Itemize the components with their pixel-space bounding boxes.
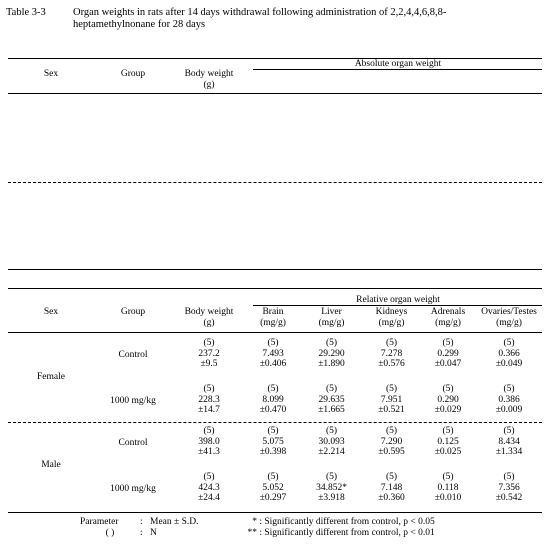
sample-size: (5) <box>442 338 454 348</box>
sd-value: ±2.214 <box>318 447 345 457</box>
sample-size: (5) <box>203 338 215 348</box>
organ-weight-cell <box>476 472 542 504</box>
sd-value: ±41.3 <box>198 447 220 457</box>
organ-weight-cell <box>246 338 300 370</box>
mean-value: 8.099 <box>262 394 284 405</box>
header-body-weight: Body weight <box>184 69 234 79</box>
header-group: Group <box>120 307 146 317</box>
mean-value: 0.386 <box>498 394 520 405</box>
mean-value: 34.852* <box>316 482 347 493</box>
organ-weight-cell <box>246 472 300 504</box>
organ-unit: (mg/g) <box>260 318 286 328</box>
absolute-title: Absolute organ weight <box>354 59 442 69</box>
table-top-rule <box>8 288 542 289</box>
organ-weight-cell <box>420 472 476 504</box>
footnote-parameter-label: Parameter <box>80 517 119 527</box>
sample-size: (5) <box>442 384 454 394</box>
sample-size: (5) <box>267 384 279 394</box>
header-sex: Sex <box>43 69 59 79</box>
header-rule <box>8 332 542 333</box>
mean-value: 0.125 <box>437 436 459 447</box>
body-weight-cell <box>173 426 245 458</box>
mean-value: 7.951 <box>380 394 403 405</box>
header-body-weight: Body weight <box>184 307 234 317</box>
mean-value: 8.434 <box>498 436 520 447</box>
sample-size: (5) <box>442 472 454 482</box>
organ-weight-cell <box>363 384 420 416</box>
footnote-n-value: N <box>150 528 157 538</box>
mean-value: 0.366 <box>498 348 520 359</box>
sd-value: ±0.595 <box>378 447 405 457</box>
mean-value: 7.148 <box>380 482 403 493</box>
sample-size: (5) <box>203 384 215 394</box>
sd-value: ±0.297 <box>259 493 287 503</box>
organ-weight-cell <box>363 426 420 458</box>
sd-value: ±0.029 <box>434 405 462 415</box>
sd-value: ±0.025 <box>434 447 462 457</box>
organ-header-brain: Brain <box>262 307 284 317</box>
sd-value: ±3.918 <box>318 493 345 503</box>
sample-size: (5) <box>385 472 398 482</box>
group-label: 1000 mg/kg <box>110 396 156 406</box>
footnote-text-1: Significantly different from control, p < 0.05 <box>264 517 435 527</box>
table-footnotes: Parameter : Mean ± S.D. * : Significantly different from control, p < 0.05 ( ) : N ** : Significantly different from control, p < 0.01 <box>80 517 435 538</box>
mean-value: 5.075 <box>262 436 284 447</box>
mean-value: 0.118 <box>437 482 459 493</box>
organ-weight-cell <box>420 384 476 416</box>
table-number: Table 3-3 <box>6 7 46 18</box>
sex-label-female: Female <box>37 372 65 382</box>
sd-value: ±1.890 <box>318 359 345 369</box>
mean-value: 7.290 <box>380 436 403 447</box>
sample-size: (5) <box>503 426 515 436</box>
sample-size: (5) <box>385 426 398 436</box>
sd-value: ±1.334 <box>495 447 523 457</box>
sd-value: ±0.398 <box>259 447 287 457</box>
sd-value: ±14.7 <box>198 405 220 415</box>
absolute-organ-weight-table <box>8 58 542 270</box>
table-row <box>8 426 542 460</box>
sample-size: (5) <box>325 472 338 482</box>
group-label: Control <box>118 350 148 360</box>
sd-value: ±0.521 <box>378 405 405 415</box>
organ-weight-cell <box>300 338 363 370</box>
sample-size: (5) <box>203 472 215 482</box>
sample-size: (5) <box>325 384 338 394</box>
sex-divider <box>8 422 542 423</box>
organ-weight-cell <box>476 426 542 458</box>
sample-size: (5) <box>385 384 398 394</box>
sd-value: ±0.406 <box>259 359 287 369</box>
sample-size: (5) <box>442 426 454 436</box>
body-weight-cell <box>173 338 245 370</box>
sample-size: (5) <box>325 338 338 348</box>
table-row <box>8 338 542 372</box>
footnote-text-2: Significantly different from control, p < 0.01 <box>264 528 435 538</box>
organ-unit: (mg/g) <box>435 318 461 328</box>
sd-value: ±1.665 <box>318 405 345 415</box>
table-row <box>8 384 542 418</box>
sd-value: ±0.010 <box>434 493 462 503</box>
header-group: Group <box>120 69 146 79</box>
sd-value: ±0.542 <box>495 493 523 503</box>
sd-value: ±0.360 <box>378 493 405 503</box>
header-body-weight-unit: (g) <box>203 318 215 328</box>
sd-value: ±0.049 <box>495 359 523 369</box>
absolute-title-rule <box>253 69 542 70</box>
organ-weight-cell <box>476 384 542 416</box>
sample-size: (5) <box>267 472 279 482</box>
body-weight-cell <box>173 384 245 416</box>
organ-weight-cell <box>300 472 363 504</box>
mean-value: 29.290 <box>318 348 345 359</box>
footnote-mark-2: ** : <box>247 528 262 538</box>
mean-value: 237.2 <box>198 348 220 359</box>
organ-weight-cell <box>476 338 542 370</box>
header-body-weight-unit: (g) <box>203 80 215 90</box>
sample-size: (5) <box>503 384 515 394</box>
mean-value: 7.356 <box>498 482 520 493</box>
caption-line-1: Organ weights in rats after 14 days withdrawal following administration of 2,2,4,4,6,8,8- <box>73 7 447 18</box>
header-rule <box>8 93 542 94</box>
organ-header-kidneys: Kidneys <box>375 307 408 317</box>
sd-value: ±0.009 <box>495 405 523 415</box>
organ-weight-cell <box>363 472 420 504</box>
footnote-n-label: ( ) <box>105 528 115 538</box>
sample-size: (5) <box>267 338 279 348</box>
relative-title: Relative organ weight <box>356 295 440 305</box>
organ-weight-cell <box>246 426 300 458</box>
sd-value: ±0.576 <box>378 359 405 369</box>
mean-value: 30.093 <box>318 436 345 447</box>
organ-header-adrenals: Adrenals <box>430 307 466 317</box>
sd-value: ±9.5 <box>200 359 218 369</box>
relative-organ-weight-table <box>8 288 542 512</box>
sample-size: (5) <box>267 426 279 436</box>
mean-value: 228.3 <box>198 394 220 405</box>
table-row <box>8 472 542 506</box>
body-weight-cell <box>173 472 245 504</box>
sex-label-male: Male <box>41 460 61 470</box>
organ-weight-cell <box>300 384 363 416</box>
sd-value: ±0.470 <box>259 405 287 415</box>
footnote-mark-1: * : <box>252 517 262 527</box>
table-top-rule <box>8 58 542 59</box>
caption-line-2: heptamethylnonane for 28 days <box>73 19 206 30</box>
mean-value: 0.299 <box>437 348 459 359</box>
mean-value: 29.635 <box>318 394 345 405</box>
sd-value: ±24.4 <box>198 493 220 503</box>
organ-header-liver: Liver <box>321 307 342 317</box>
organ-weight-cell <box>246 384 300 416</box>
sample-size: (5) <box>385 338 398 348</box>
table-bottom-rule <box>8 512 542 513</box>
group-label: Control <box>118 438 148 448</box>
organ-weight-cell <box>420 338 476 370</box>
header-sex: Sex <box>43 307 59 317</box>
mean-value: 424.3 <box>198 482 220 493</box>
group-label: 1000 mg/kg <box>110 484 156 494</box>
organ-unit: (mg/g) <box>318 318 345 328</box>
table-caption <box>6 7 546 31</box>
organ-weight-cell <box>300 426 363 458</box>
mean-value: 7.493 <box>262 348 284 359</box>
mean-value: 398.0 <box>198 436 220 447</box>
organ-weight-cell <box>363 338 420 370</box>
mean-value: 7.278 <box>380 348 403 359</box>
sd-value: ±0.047 <box>434 359 462 369</box>
relative-title-rule <box>253 305 542 306</box>
sample-size: (5) <box>325 426 338 436</box>
sample-size: (5) <box>203 426 215 436</box>
organ-unit: (mg/g) <box>496 318 522 328</box>
sex-divider <box>8 182 542 183</box>
sample-size: (5) <box>503 472 515 482</box>
footnote-parameter-value: Mean ± S.D. <box>150 517 199 527</box>
table-bottom-rule <box>8 269 542 270</box>
mean-value: 5.052 <box>262 482 284 493</box>
sample-size: (5) <box>503 338 515 348</box>
organ-weight-cell <box>420 426 476 458</box>
organ-header-ovaries-testes: Ovaries/Testes <box>481 307 537 317</box>
organ-unit: (mg/g) <box>378 318 405 328</box>
mean-value: 0.290 <box>437 394 459 405</box>
